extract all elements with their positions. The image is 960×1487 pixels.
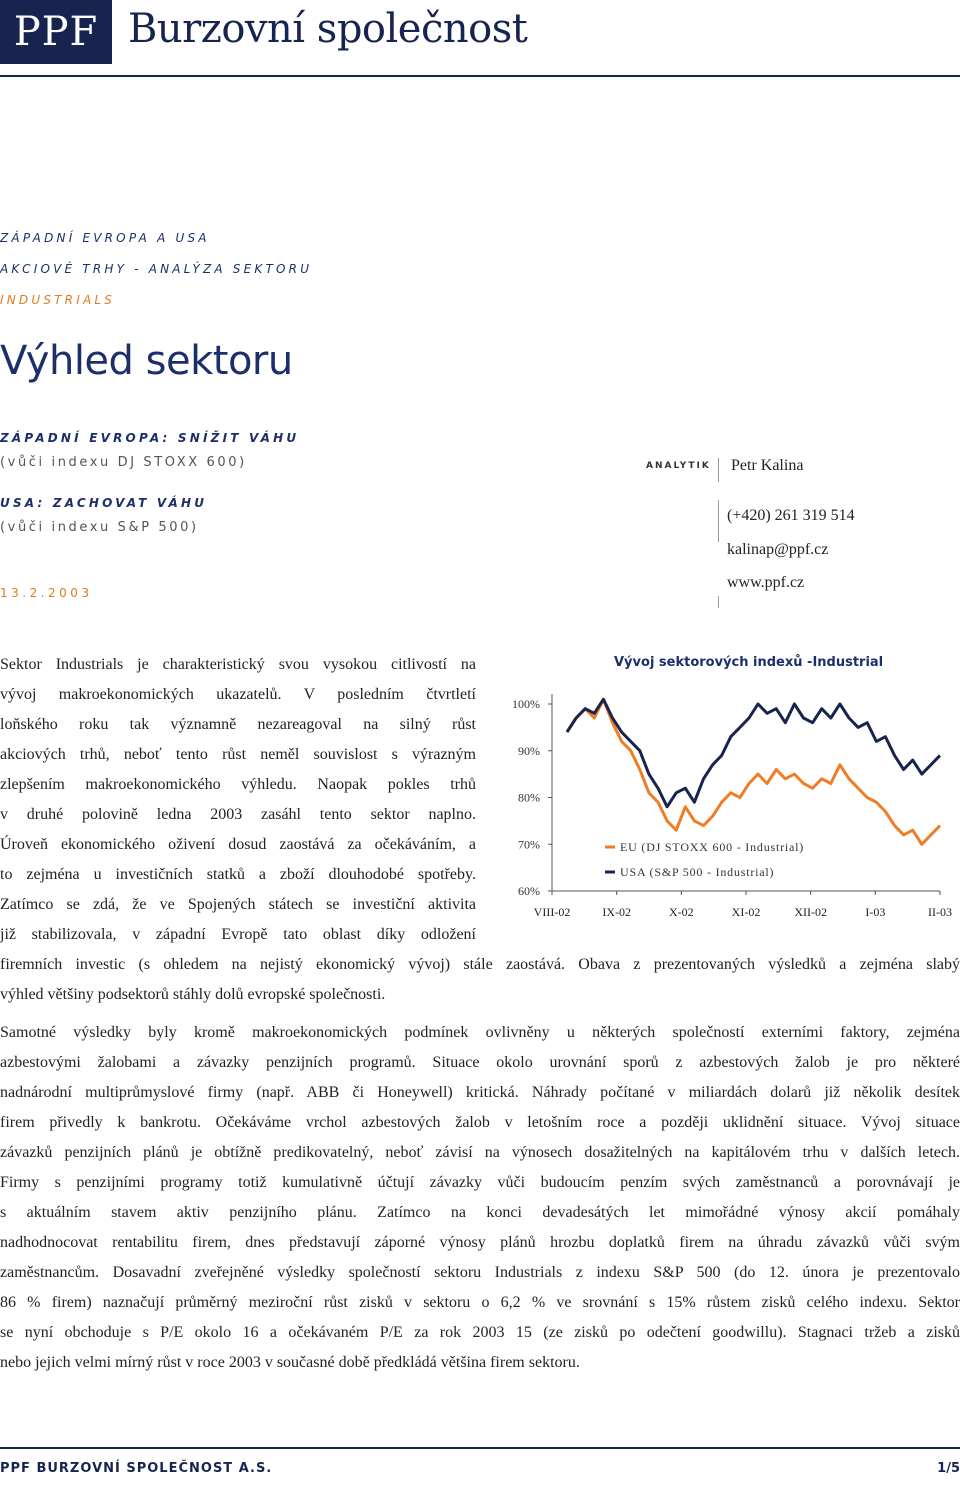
text-line: to zejména u investičních statků a zboží dlouhodobé spotřeby. bbox=[0, 866, 476, 883]
recommendation-us-benchmark: (vůči indexu S&P 500) bbox=[0, 520, 199, 535]
legend-label-1: USA (S&P 500 - Industrial) bbox=[620, 865, 775, 879]
x-tick-label: IX-02 bbox=[602, 905, 632, 919]
text-line: firemních investic (s ohledem na nejistý ekonomický vývoj) stále zaostává. Obava z prezentovaných výsledků a zejména slabý bbox=[0, 956, 960, 973]
sector-index-chart bbox=[490, 680, 960, 920]
category-market: AKCIOVÉ TRHY - ANALÝZA SEKTORU bbox=[0, 262, 313, 276]
recommendation-us: USA: ZACHOVAT VÁHU bbox=[0, 496, 208, 510]
text-line: zaměstnancům. Dosavadní zveřejněné výsledky společností sektoru Industrials z indexu S&P 500 (do 12. února je prezentovalo bbox=[0, 1264, 960, 1281]
contact-divider bbox=[718, 500, 719, 542]
analyst-name: Petr Kalina bbox=[731, 457, 804, 474]
category-sector: INDUSTRIALS bbox=[0, 293, 116, 307]
brand-name: Burzovní společnost bbox=[128, 6, 528, 52]
text-line: se nyní obchoduje s P/E okolo 16 a očekávaném P/E za rok 2003 15 (ze zisků po odečtení goodwillu). Stagnaci tržeb a zisků bbox=[0, 1324, 960, 1341]
x-tick-label: XII-02 bbox=[794, 905, 827, 919]
analyst-label: ANALYTIK bbox=[646, 461, 711, 471]
footer-divider bbox=[0, 1447, 960, 1449]
text-line: s aktuálním stavem aktiv penzijního plánu. Zatímco na konci devadesátých let mimořádné výnosy akcií pomáhaly bbox=[0, 1204, 960, 1221]
header-divider bbox=[0, 75, 960, 77]
text-line: již stabilizovala, v západní Evropě tato oblast díky odložení bbox=[0, 926, 476, 943]
text-line: závazků penzijních plánů je obtížně predikovatelný, neboť závisí na výnosech dosažitelných na kapitálovém trhu v dalších letech. bbox=[0, 1144, 960, 1161]
recommendation-eu: ZÁPADNÍ EVROPA: SNÍŽIT VÁHU bbox=[0, 431, 300, 445]
footer-company: PPF BURZOVNÍ SPOLEČNOST A.S. bbox=[0, 1461, 273, 1476]
text-line: firem přivedly k bankrotu. Očekáváme vrchol azbestových žalob v letošním roce a později uklidnění situace. Vývoj situace bbox=[0, 1114, 960, 1131]
text-line: nebo jejich velmi mírný růst v roce 2003 v současné době předkládá většina firem sektoru. bbox=[0, 1354, 580, 1371]
text-line: zlepšením makroekonomického výhledu. Naopak pokles trhů bbox=[0, 776, 476, 793]
text-line: loňského roku tak významně nezareagoval na silný růst bbox=[0, 716, 476, 733]
analyst-phone: (+420) 261 319 514 bbox=[727, 507, 855, 524]
text-line: nadnárodní multiprůmyslové firmy (např. ABB či Honeywell) kritická. Náhrady počítané v miliardách dolarů již několik desítek bbox=[0, 1084, 960, 1101]
text-line: nadhodnocovat rentabilitu firem, dnes představují záporné výnosy plánů hrozbu doplatků firem na úhradu závazků vůči svým bbox=[0, 1234, 960, 1251]
y-tick-label: 70% bbox=[518, 837, 540, 852]
x-tick-label: II-03 bbox=[928, 905, 952, 919]
x-tick-label: VIII-02 bbox=[533, 905, 571, 919]
text-line: vývoj makroekonomických ukazatelů. V posledním čtvrtletí bbox=[0, 686, 476, 703]
y-tick-label: 100% bbox=[512, 697, 540, 711]
web-divider bbox=[718, 596, 719, 608]
recommendation-eu-benchmark: (vůči indexu DJ STOXX 600) bbox=[0, 455, 247, 470]
intro-paragraph bbox=[0, 650, 476, 950]
chart-title: Vývoj sektorových indexů -Industrial bbox=[614, 655, 884, 670]
intro-paragraph-continued bbox=[0, 950, 960, 1010]
ppf-logo: PPF bbox=[0, 0, 112, 64]
legend-label-0: EU (DJ STOXX 600 - Industrial) bbox=[620, 840, 805, 854]
y-tick-label: 90% bbox=[518, 743, 540, 758]
text-line: Sektor Industrials je charakteristický svou vysokou citlivostí na bbox=[0, 656, 476, 673]
y-tick-label: 80% bbox=[518, 790, 540, 805]
text-line: výhled většiny podsektorů stáhly dolů evropské společnosti. bbox=[0, 986, 386, 1003]
analyst-email[interactable]: kalinap@ppf.cz bbox=[727, 541, 829, 558]
text-line: 86 % firem) naznačují průměrný meziroční růst zisků v sektoru o 6,2 % ve srovnání s 15% růstem zisků celého indexu. Sektor bbox=[0, 1294, 960, 1311]
page-title: Výhled sektoru bbox=[0, 338, 293, 384]
text-line: Samotné výsledky byly kromě makroekonomických podmínek ovlivněny u některých společností externími faktory, zejména bbox=[0, 1024, 960, 1041]
category-region: ZÁPADNÍ EVROPA A USA bbox=[0, 231, 210, 245]
analyst-web[interactable]: www.ppf.cz bbox=[727, 574, 805, 591]
series-line-1 bbox=[567, 699, 940, 807]
footer-page-number: 1/5 bbox=[937, 1461, 960, 1476]
x-tick-label: I-03 bbox=[865, 905, 886, 919]
text-line: akciových trhů, neboť tento růst neměl souvislost s výrazným bbox=[0, 746, 476, 763]
report-date: 13.2.2003 bbox=[0, 586, 93, 600]
text-line: Úroveň ekonomického oživení dosud zaostává za očekáváním, a bbox=[0, 836, 476, 853]
body-paragraph bbox=[0, 1018, 960, 1378]
analyst-divider bbox=[718, 458, 719, 482]
x-tick-label: X-02 bbox=[668, 905, 694, 919]
y-tick-label: 60% bbox=[518, 884, 540, 898]
x-tick-label: XI-02 bbox=[731, 905, 761, 919]
text-line: Firmy s penzijními programy totiž kumulativně účtují závazky vůči budoucím penzím svých zaměstnanců a porovnávají je bbox=[0, 1174, 960, 1191]
series-line-0 bbox=[567, 699, 940, 844]
text-line: Zatímco se zdá, že ve Spojených státech se investiční aktivita bbox=[0, 896, 476, 913]
text-line: azbestovými žalobami a závazky penzijních programů. Situace okolo urovnání sporů z azbestových žalob je pro některé bbox=[0, 1054, 960, 1071]
text-line: v druhé polovině ledna 2003 zasáhl tento sektor naplno. bbox=[0, 806, 476, 823]
